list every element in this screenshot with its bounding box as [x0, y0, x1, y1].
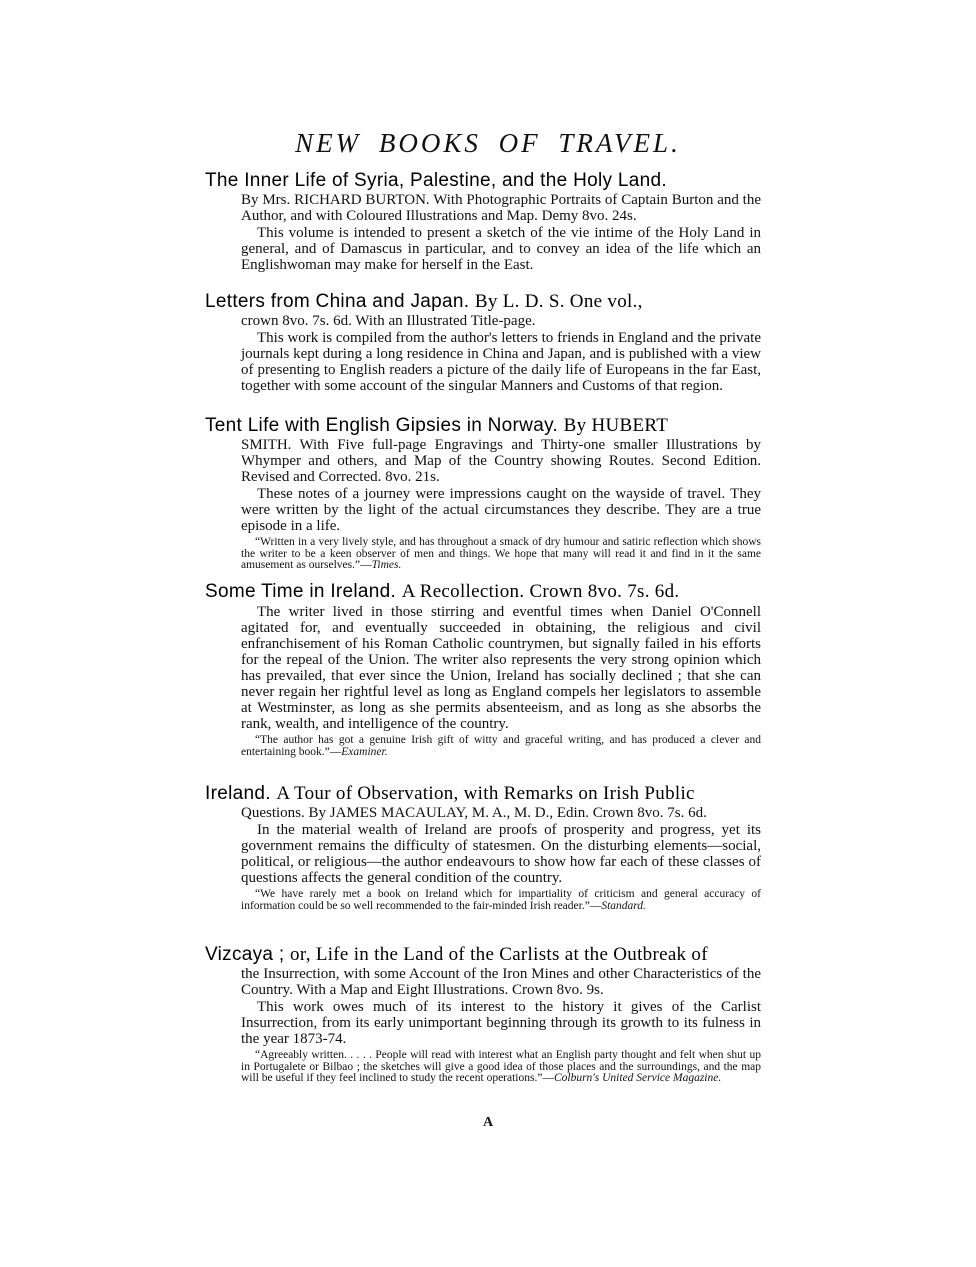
book-title [205, 944, 761, 966]
book-title-rest: By L. D. S. One vol., [474, 291, 643, 312]
book-description: In the material wealth of Ireland are proofs of prosperity and progress, yet its government remains the difficulty of statesmen. On the disturbing elements—social, political, or religious—the author endeavours to show how far each of these classes of questions affects the general condition of the country. [241, 822, 761, 886]
review-quote-text: “Written in a very lively style, and has throughout a smack of dry humour and satiric reflection which shows the writer to be a keen observer of men and things. We hope that many will read it and find in it the same amusement as ourselves.”— [241, 536, 761, 571]
book-meta: By Mrs. RICHARD BURTON. With Photographic Portraits of Captain Burton and the Author, and with Coloured Illustrations and Map. Demy 8vo. 24s. [241, 192, 761, 224]
review-quote-text: “The author has got a genuine Irish gift of witty and graceful writing, and has produced a clever and entertaining book.”— [241, 734, 761, 758]
review-quote [241, 1050, 761, 1085]
book-title-main: Vizcaya ; [205, 944, 285, 965]
review-source: Examiner. [341, 745, 388, 758]
review-source: Standard. [601, 899, 646, 912]
book-description: This volume is intended to present a sketch of the vie intime of the Holy Land in general, and of Damascus in particular, and to convey an idea of the life which an Englishwoman may make for herself in the East. [241, 225, 761, 273]
review-source: Colburn's United Service Magazine. [553, 1072, 722, 1084]
book-title-rest: or, Life in the Land of the Carlists at the Outbreak of [290, 944, 708, 965]
book-entry-vizcaya [205, 944, 761, 1085]
book-description: This work owes much of its interest to the history it gives of the Carlist Insurrection, from its early unimportant beginning through its growth to its fulness in the year 1873-74. [241, 999, 761, 1047]
book-meta: crown 8vo. 7s. 6d. With an Illustrated Title-page. [241, 313, 536, 329]
book-title [205, 291, 761, 313]
book-title [205, 783, 761, 805]
review-quote-text: “Agreeably written. . . . . People will read with interest what an English party thought and felt when shut up in Portugalete or Bilbao ; the sketches will give a good idea of those places and the surroundings, and the map will be useful if they feel inclined to study the recent operations.”— [241, 1049, 761, 1084]
book-title [205, 170, 761, 192]
review-quote [241, 537, 761, 572]
book-title-rest: A Tour of Observation, with Remarks on Irish Public [276, 783, 695, 804]
book-title-main: The Inner Life of Syria, Palestine, and the Holy Land. [205, 170, 667, 191]
book-title-main: Tent Life with English Gipsies in Norway. [205, 415, 559, 436]
book-meta: the Insurrection, with some Account of the Iron Mines and other Characteristics of the Country. With a Map and Eight Illustrations. Crown 8vo. 9s. [241, 966, 761, 998]
review-quote [241, 889, 761, 912]
book-entry-china-japan [205, 291, 761, 394]
book-title [205, 415, 761, 437]
book-title [205, 581, 761, 603]
book-title-main: Some Time in Ireland. [205, 581, 397, 602]
book-entry-some-time-in-ireland [205, 581, 761, 758]
review-quote-text: “We have rarely met a book on Ireland which for impartiality of criticism and general accuracy of information could be so well recommended to the fair-minded Irish reader.”— [241, 888, 761, 912]
book-description: The writer lived in those stirring and eventful times when Daniel O'Connell agitated for, and eventually succeeded in obtaining, the religious and civil enfranchisement of his Roman Catholic countrymen, but signally failed in his efforts for the repeal of the Union. The writer also represents the very strong opinion which has prevailed, that ever since the Union, Ireland has socially declined ; that she can never regain her rightful level as long as England compels her legislators to assemble at Westminster, as long as she permits absenteeism, and as long as she absorbs the rank, wealth, and intelligence of the country. [241, 604, 761, 732]
review-source: Times. [371, 559, 402, 571]
book-title-main: Ireland. [205, 783, 271, 804]
book-description: This work is compiled from the author's letters to friends in England and the private journals kept during a long residence in China and Japan, and is published with a view of presenting to English readers a picture of the daily life of Europeans in the far East, together with some account of the singular Manners and Customs of that region. [241, 330, 761, 394]
book-title-rest: A Recollection. Crown 8vo. 7s. 6d. [401, 581, 680, 602]
book-entry-ireland-tour [205, 783, 761, 912]
book-title-rest: By HUBERT [563, 415, 669, 436]
book-meta: Questions. By JAMES MACAULAY, M. A., M. D., Edin. Crown 8vo. 7s. 6d. [241, 805, 707, 821]
book-title-main: Letters from China and Japan. [205, 291, 470, 312]
page-heading: NEW BOOKS OF TRAVEL. [295, 128, 681, 158]
book-description: These notes of a journey were impressions caught on the wayside of travel. They were written by the light of the actual circumstances they describe. They are a true episode in a life. [241, 486, 761, 534]
book-entry-syria [205, 170, 761, 273]
review-quote [241, 735, 761, 758]
book-entry-tent-life [205, 415, 761, 572]
signature-mark: A [482, 1115, 494, 1130]
book-meta: SMITH. With Five full-page Engravings and Thirty-one smaller Illustrations by Whymper and others, and Map of the Country showing Routes. Second Edition. Revised and Corrected. 8vo. 21s. [241, 437, 761, 485]
